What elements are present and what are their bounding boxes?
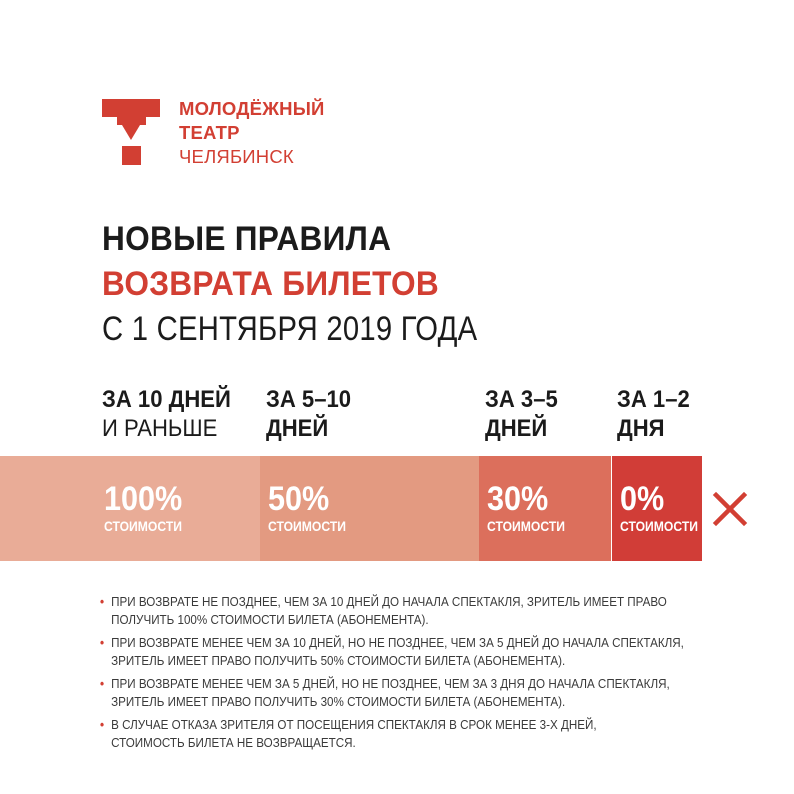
rule-line-2: ЗРИТЕЛЬ ИМЕЕТ ПРАВО ПОЛУЧИТЬ 30% СТОИМОСТИ БИЛЕТА (АБОНЕМЕНТА). (111, 695, 566, 709)
headline-line-3: С 1 СЕНТЯБРЯ 2019 ГОДА (102, 310, 478, 348)
rules-list (100, 593, 740, 757)
tier-4-percent: 0% (620, 480, 665, 518)
rule-line-1: ПРИ ВОЗВРАТЕ МЕНЕЕ ЧЕМ ЗА 10 ДНЕЙ, НО НЕ ПОЗДНЕЕ, ЧЕМ ЗА 5 ДНЕЙ ДО НАЧАЛА СПЕКТАКЛЯ, (111, 636, 684, 650)
rule-line-1: ПРИ ВОЗВРАТЕ НЕ ПОЗДНЕЕ, ЧЕМ ЗА 10 ДНЕЙ ДО НАЧАЛА СПЕКТАКЛЯ, ЗРИТЕЛЬ ИМЕЕТ ПРАВО (111, 595, 667, 609)
headline-line-1: НОВЫЕ ПРАВИЛА (102, 220, 392, 258)
tier-1-cost-label: СТОИМОСТИ (104, 519, 182, 534)
tier-period-2-line-1: ЗА 5–10 (266, 386, 352, 413)
tier-period-2-line-2: ДНЕЙ (266, 415, 329, 442)
bullet: • (100, 595, 105, 609)
tier-4-cost-label: СТОИМОСТИ (620, 519, 698, 534)
headline (102, 217, 539, 352)
rule-item (100, 634, 695, 670)
tier-period-1-line-1: ЗА 10 ДНЕЙ (102, 386, 231, 413)
tier-period-3 (485, 385, 558, 443)
bullet: • (100, 636, 105, 650)
headline-line-2: ВОЗВРАТА БИЛЕТОВ (102, 265, 439, 303)
tier-period-1 (102, 385, 231, 443)
tier-3-cost-label: СТОИМОСТИ (487, 519, 565, 534)
rule-line-2: СТОИМОСТЬ БИЛЕТА НЕ ВОЗВРАЩАЕТСЯ. (111, 736, 356, 750)
rule-item (100, 716, 695, 752)
theatre-logo (102, 99, 332, 169)
tier-band-3 (479, 456, 611, 561)
rule-item (100, 675, 695, 711)
tier-1-percent: 100% (104, 480, 183, 518)
tier-band-4 (612, 456, 702, 561)
logo-line-1: МОЛОДЁЖНЫЙ (179, 98, 325, 119)
rule-line-1: В СЛУЧАЕ ОТКАЗА ЗРИТЕЛЯ ОТ ПОСЕЩЕНИЯ СПЕКТАКЛЯ В СРОК МЕНЕЕ 3-Х ДНЕЙ, (111, 718, 597, 732)
tier-2-percent: 50% (268, 480, 330, 518)
rule-line-2: ЗРИТЕЛЬ ИМЕЕТ ПРАВО ПОЛУЧИТЬ 50% СТОИМОСТИ БИЛЕТА (АБОНЕМЕНТА). (111, 654, 566, 668)
tier-period-3-line-1: ЗА 3–5 (485, 386, 558, 413)
tier-period-3-line-2: ДНЕЙ (485, 415, 548, 442)
tier-band-1 (0, 456, 260, 561)
tier-band-2 (260, 456, 479, 561)
tier-3-percent: 30% (487, 480, 549, 518)
tier-period-4-line-2: ДНЯ (617, 415, 665, 442)
logo-wordmark (179, 97, 325, 169)
bullet: • (100, 718, 105, 732)
close-x-icon (712, 491, 748, 527)
rule-line-1: ПРИ ВОЗВРАТЕ МЕНЕЕ ЧЕМ ЗА 5 ДНЕЙ, НО НЕ ПОЗДНЕЕ, ЧЕМ ЗА 3 ДНЯ ДО НАЧАЛА СПЕКТАКЛЯ, (111, 677, 670, 691)
rule-line-2: ПОЛУЧИТЬ 100% СТОИМОСТИ БИЛЕТА (АБОНЕМЕНТА). (111, 613, 429, 627)
theatre-t-logo-icon (102, 99, 162, 165)
logo-line-3: ЧЕЛЯБИНСК (179, 146, 294, 167)
tier-2-cost-label: СТОИМОСТИ (268, 519, 346, 534)
tier-period-2 (266, 385, 351, 443)
tier-period-4-line-1: ЗА 1–2 (617, 386, 690, 413)
tier-period-4 (617, 385, 690, 443)
tier-period-1-line-2: И РАНЬШЕ (102, 415, 218, 442)
bullet: • (100, 677, 105, 691)
rule-item (100, 593, 695, 629)
logo-line-2: ТЕАТР (179, 122, 240, 143)
